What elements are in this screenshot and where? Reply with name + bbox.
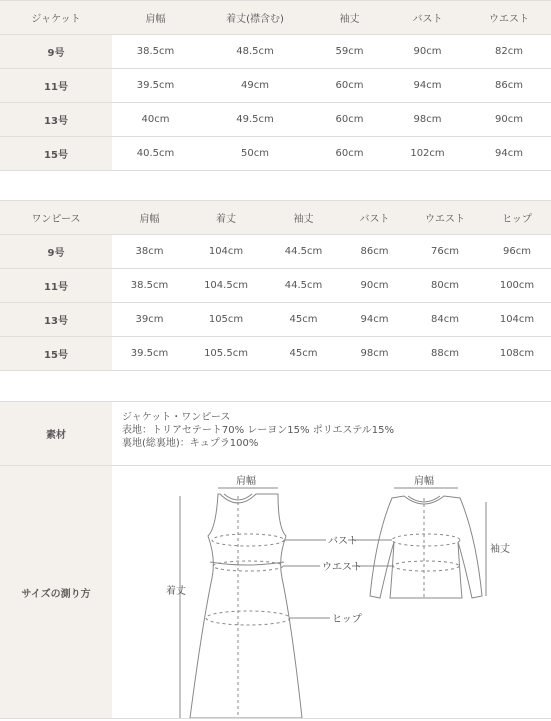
table-cell: 80cm	[407, 269, 483, 303]
hip-label: ヒップ	[332, 614, 362, 625]
jacket-header-row	[0, 1, 551, 35]
measure-label: サイズの測り方	[0, 466, 112, 718]
table-row	[0, 35, 551, 69]
table-cell: 94cm	[467, 137, 551, 171]
jacket-header-cell: ウエスト	[467, 1, 551, 35]
jacket-outline	[370, 496, 482, 598]
jacket-header-cell: バスト	[388, 1, 467, 35]
table-cell: 104.5cm	[187, 269, 265, 303]
divider	[0, 718, 551, 719]
material-line: ジャケット・ワンピース	[122, 412, 231, 423]
table-cell: 108cm	[483, 337, 551, 371]
jacket-size-table	[0, 0, 551, 171]
bust-measure-dress	[212, 534, 284, 546]
table-row	[0, 235, 551, 269]
table-cell: 105.5cm	[187, 337, 265, 371]
table-cell: 90cm	[467, 103, 551, 137]
table-cell: 104cm	[483, 303, 551, 337]
table-cell: 38.5cm	[112, 269, 187, 303]
table-cell: 102cm	[388, 137, 467, 171]
table-cell: 104cm	[187, 235, 265, 269]
table-cell: 90cm	[342, 269, 407, 303]
table-cell: 39cm	[112, 303, 187, 337]
size-label: 9号	[0, 35, 112, 69]
table-cell: 86cm	[342, 235, 407, 269]
material-label: 素材	[0, 402, 112, 465]
jacket-header-cell: 袖丈	[311, 1, 388, 35]
measure-diagram-cell	[112, 466, 551, 718]
dress-header-cell: バスト	[342, 201, 407, 235]
size-label: 15号	[0, 337, 112, 371]
waist-measure-jacket	[393, 561, 459, 571]
table-cell: 44.5cm	[265, 269, 342, 303]
measurement-diagram	[112, 466, 551, 718]
table-cell: 94cm	[342, 303, 407, 337]
table-cell: 96cm	[483, 235, 551, 269]
material-section	[0, 401, 551, 719]
size-label: 11号	[0, 69, 112, 103]
table-cell: 84cm	[407, 303, 483, 337]
table-row	[0, 269, 551, 303]
dress-header-cell: 袖丈	[265, 201, 342, 235]
bust-measure-jacket	[392, 534, 460, 546]
table-cell: 39.5cm	[112, 337, 187, 371]
size-label: 15号	[0, 137, 112, 171]
table-cell: 49.5cm	[199, 103, 311, 137]
material-line: 裏地(総裏地)：キュプラ100%	[122, 438, 259, 449]
table-cell: 88cm	[407, 337, 483, 371]
table-cell: 59cm	[311, 35, 388, 69]
dress-header-cell: ヒップ	[483, 201, 551, 235]
dress-header-row	[0, 201, 551, 235]
dress-size-table	[0, 200, 551, 371]
table-cell: 45cm	[265, 337, 342, 371]
table-cell: 90cm	[388, 35, 467, 69]
size-label: 13号	[0, 103, 112, 137]
shoulder-label-jacket: 肩幅	[414, 476, 434, 487]
dress-header-cell: 肩幅	[112, 201, 187, 235]
bust-label: バスト	[328, 536, 358, 547]
table-cell: 100cm	[483, 269, 551, 303]
table-cell: 48.5cm	[199, 35, 311, 69]
dress-outline	[190, 494, 302, 718]
material-line: 表地：トリアセテート70% レーヨン15% ポリエステル15%	[122, 425, 395, 436]
table-cell: 76cm	[407, 235, 483, 269]
waist-measure-dress	[213, 561, 283, 571]
hip-measure-dress	[206, 611, 290, 625]
table-row	[0, 69, 551, 103]
table-row	[0, 103, 551, 137]
jacket-header-cell: ジャケット	[0, 1, 112, 35]
table-cell: 105cm	[187, 303, 265, 337]
table-cell: 44.5cm	[265, 235, 342, 269]
material-value	[112, 402, 551, 465]
table-cell: 39.5cm	[112, 69, 199, 103]
table-cell: 60cm	[311, 103, 388, 137]
table-cell: 60cm	[311, 137, 388, 171]
table-cell: 45cm	[265, 303, 342, 337]
shoulder-label-dress: 肩幅	[236, 476, 256, 487]
table-row	[0, 303, 551, 337]
material-lines	[122, 411, 394, 450]
table-cell: 40.5cm	[112, 137, 199, 171]
table-row	[0, 137, 551, 171]
waist-label: ウエスト	[322, 562, 362, 573]
jacket-header-cell: 着丈(襟含む)	[199, 1, 311, 35]
table-cell: 40cm	[112, 103, 199, 137]
table-cell: 49cm	[199, 69, 311, 103]
sleeve-label: 袖丈	[490, 544, 510, 555]
size-label: 11号	[0, 269, 112, 303]
table-cell: 98cm	[388, 103, 467, 137]
dress-header-cell: ウエスト	[407, 201, 483, 235]
length-label: 着丈	[166, 586, 186, 597]
table-cell: 94cm	[388, 69, 467, 103]
table-cell: 98cm	[342, 337, 407, 371]
dress-header-cell: 着丈	[187, 201, 265, 235]
jacket-header-cell: 肩幅	[112, 1, 199, 35]
size-label: 13号	[0, 303, 112, 337]
table-cell: 86cm	[467, 69, 551, 103]
dress-header-cell: ワンピース	[0, 201, 112, 235]
table-cell: 38cm	[112, 235, 187, 269]
table-cell: 50cm	[199, 137, 311, 171]
table-cell: 38.5cm	[112, 35, 199, 69]
table-cell: 82cm	[467, 35, 551, 69]
size-label: 9号	[0, 235, 112, 269]
table-cell: 60cm	[311, 69, 388, 103]
table-row	[0, 337, 551, 371]
